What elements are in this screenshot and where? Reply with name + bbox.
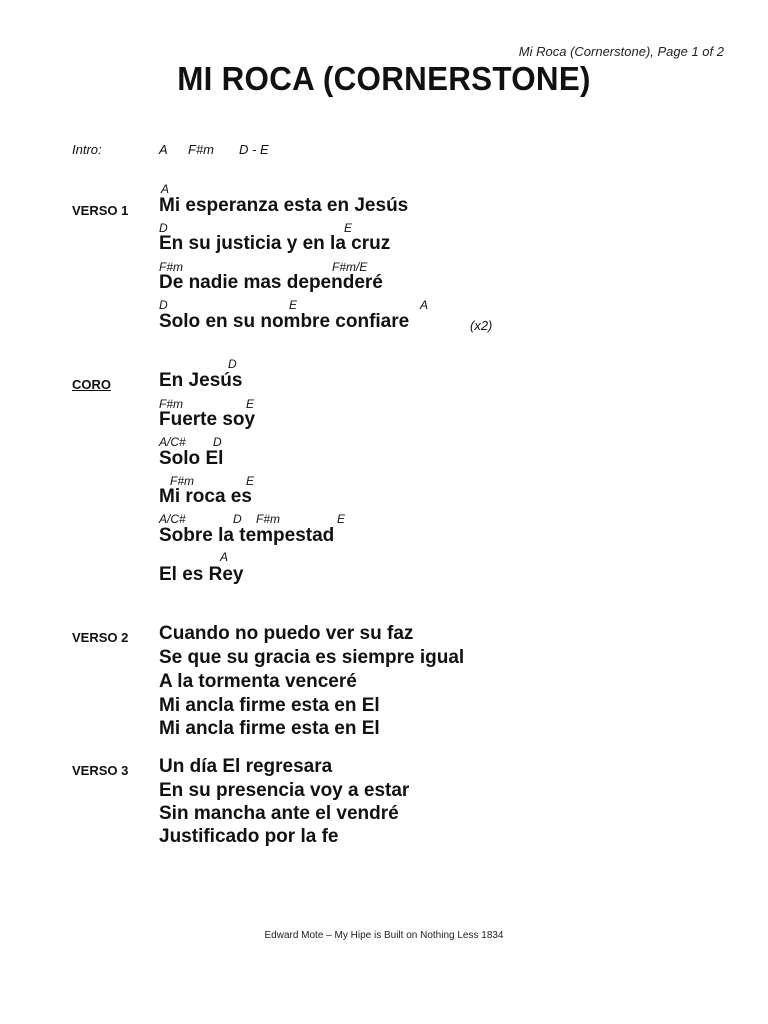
lyric-line: De nadie mas dependeré (159, 272, 383, 293)
chord: F#m (159, 397, 183, 411)
chord: E (246, 474, 255, 488)
section-label-chorus: CORO (72, 377, 111, 392)
repeat-mark: (x2) (470, 318, 493, 333)
lyric-line: Mi roca es (159, 486, 252, 507)
page-header: Mi Roca (Cornerstone), Page 1 of 2 (518, 44, 724, 59)
chord: F#m (159, 260, 183, 274)
lyric-line: Se que su gracia es siempre igual (159, 647, 465, 668)
chord: D (213, 435, 222, 449)
lyric-line: En su presencia voy a estar (159, 780, 410, 801)
chord: A/C# (159, 435, 186, 449)
chord: F#m/E (332, 260, 368, 274)
lyric-line: El es Rey (159, 564, 244, 585)
chord: D (233, 512, 242, 526)
lyric-line: A la tormenta venceré (159, 671, 357, 692)
section-label-verse2: VERSO 2 (72, 630, 129, 645)
lyric-line: Solo en su nombre confiare (159, 311, 410, 332)
lyric-line: Mi esperanza esta en Jesús (159, 195, 409, 216)
lyric-line: Mi ancla firme esta en El (159, 718, 380, 739)
section-label-verse3: VERSO 3 (72, 763, 129, 778)
chord: F#m (256, 512, 280, 526)
lyric-line: Fuerte soy (159, 409, 256, 430)
lyric-line: Justificado por la fe (159, 826, 339, 847)
intro-chord: A (159, 142, 168, 157)
chord: E (289, 298, 298, 312)
chord: F#m (170, 474, 194, 488)
lyric-line: Sin mancha ante el vendré (159, 803, 399, 824)
chord: D (159, 298, 168, 312)
lyric-line: Mi ancla firme esta en El (159, 695, 380, 716)
section-label-verse1: VERSO 1 (72, 203, 129, 218)
chord: E (246, 397, 255, 411)
lyric-line: Cuando no puedo ver su faz (159, 623, 414, 644)
chord: A (220, 550, 229, 564)
chord: A (420, 298, 429, 312)
chord: E (337, 512, 346, 526)
footer-credit: Edward Mote – My Hipe is Built on Nothing Less 1834 (264, 930, 504, 941)
chord: D (159, 221, 168, 235)
lyric-line: En su justicia y en la cruz (159, 233, 391, 254)
chord: D (228, 357, 237, 371)
lyric-line: Sobre la tempestad (159, 525, 335, 546)
intro-chord: D - E (239, 142, 269, 157)
lyric-line: Solo El (159, 448, 224, 469)
lyric-line: Un día El regresara (159, 756, 333, 777)
intro-chord: F#m (188, 142, 214, 157)
song-title: MI ROCA (CORNERSTONE) (177, 60, 591, 97)
chord: A (161, 182, 170, 196)
lyric-line: En Jesús (159, 370, 243, 391)
chord: E (344, 221, 353, 235)
chord: A/C# (159, 512, 186, 526)
intro-label: Intro: (72, 142, 102, 157)
